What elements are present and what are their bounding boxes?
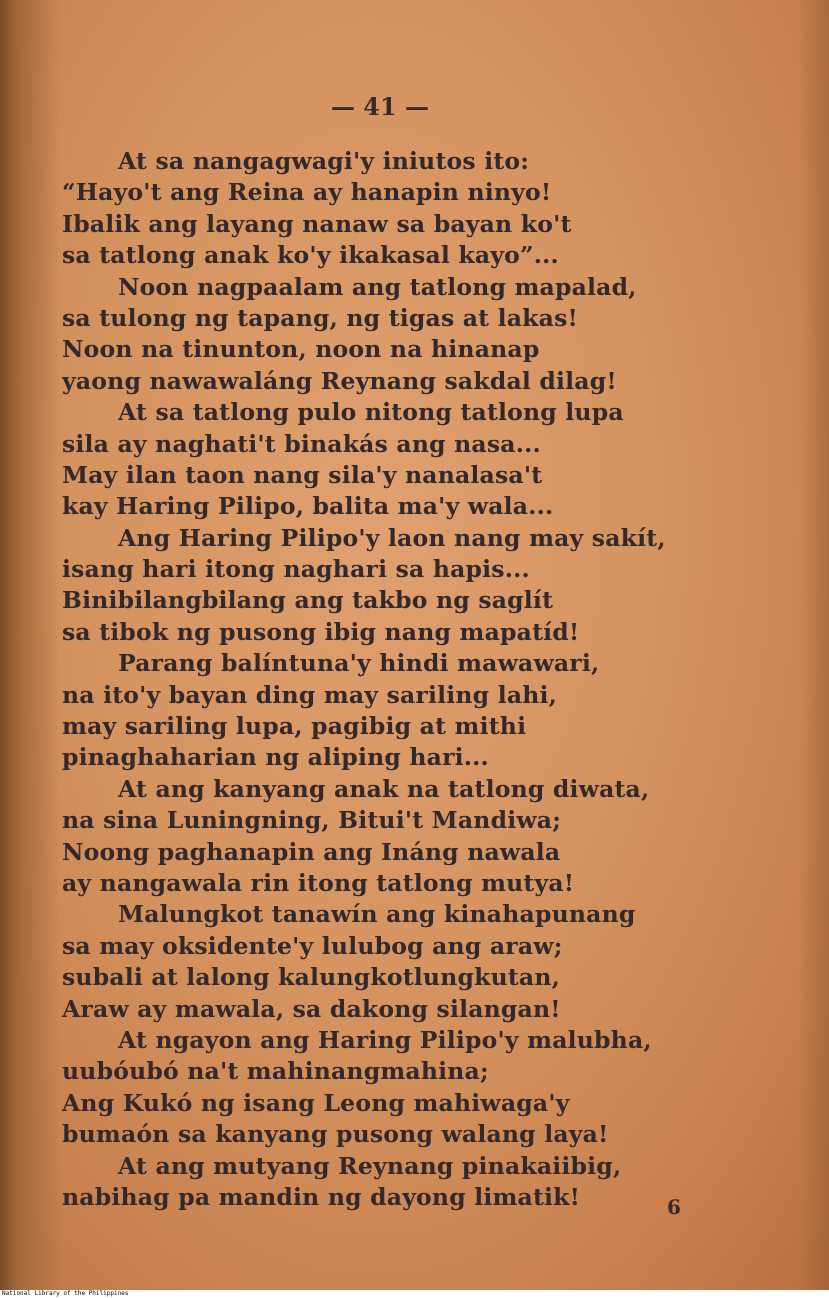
poem-line: Ang Haring Pilipo'y laon nang may sakít, — [118, 523, 666, 552]
poem-line: Ibalik ang layang nanaw sa bayan ko't — [62, 209, 572, 238]
poem-line: uubóubó na't mahinangmahina; — [62, 1057, 489, 1086]
poem-line: subali at lalong kalungkotlungkutan, — [62, 963, 561, 992]
poem-line: kay Haring Pilipo, balita ma'y wala... — [62, 492, 554, 521]
poem-line: na sina Luningning, Bitui't Mandiwa; — [62, 806, 562, 835]
page-number: — 41 — — [330, 92, 430, 121]
poem-line: bumaón sa kanyang pusong walang laya! — [62, 1120, 609, 1149]
poem-line: sa tulong ng tapang, ng tigas at lakas! — [62, 303, 579, 332]
poem-line: na ito'y bayan ding may sariling lahi, — [62, 680, 558, 709]
poem-line: sa may oksidente'y lulubog ang araw; — [62, 931, 563, 960]
poem-line: yaong nawawaláng Reynang sakdal dilag! — [62, 366, 617, 395]
poem-line: nabihag pa mandin ng dayong limatik! — [62, 1182, 581, 1211]
poem-line: At sa nangagwagi'y iniutos ito: — [118, 147, 530, 175]
poem-line: sila ay naghati't binakás ang nasa... — [62, 429, 541, 458]
poem-line: Ang Kukó ng isang Leong mahiwaga'y — [62, 1088, 570, 1117]
poem-text — [62, 146, 722, 1213]
poem-line: may sariling lupa, pagibig at mithi — [62, 712, 527, 741]
poem-line: May ilan taon nang sila'y nanalasa't — [62, 460, 543, 489]
signature-mark: 6 — [667, 1195, 681, 1219]
poem-line: Malungkot tanawín ang kinahapunang — [118, 900, 636, 929]
poem-line: Binibilangbilang ang takbo ng saglít — [62, 586, 554, 615]
poem-line: ay nangawala rin itong tatlong mutya! — [62, 868, 575, 897]
poem-line: isang hari itong naghari sa hapis... — [62, 555, 530, 584]
poem-line: Noong paghanapin ang Ináng nawala — [62, 837, 561, 866]
poem-line: At sa tatlong pulo nitong tatlong lupa — [118, 398, 624, 427]
poem-line: Araw ay mawala, sa dakong silangan! — [62, 994, 561, 1023]
footer-credit: National Library of the Philippines — [2, 1290, 129, 1297]
poem-line: At ang kanyang anak na tatlong diwata, — [118, 774, 650, 803]
poem-line: sa tatlong anak ko'y ikakasal kayo”... — [62, 241, 559, 270]
poem-line: At ngayon ang Haring Pilipo'y malubha, — [118, 1025, 652, 1054]
page-spine-shadow — [0, 0, 60, 1290]
poem-line: “Hayo't ang Reina ay hanapin ninyo! — [62, 178, 552, 207]
poem-line: Noon nagpaalam ang tatlong mapalad, — [118, 272, 637, 301]
poem-line: pinaghaharian ng aliping hari... — [62, 743, 489, 772]
poem-line: At ang mutyang Reynang pinakaiibig, — [118, 1151, 622, 1180]
poem-line: Parang balíntuna'y hindi mawawari, — [118, 649, 600, 678]
page-edge-shadow — [799, 0, 829, 1290]
poem-line: sa tibok ng pusong ibig nang mapatíd! — [62, 617, 580, 646]
poem-line: Noon na tinunton, noon na hinanap — [62, 335, 540, 364]
